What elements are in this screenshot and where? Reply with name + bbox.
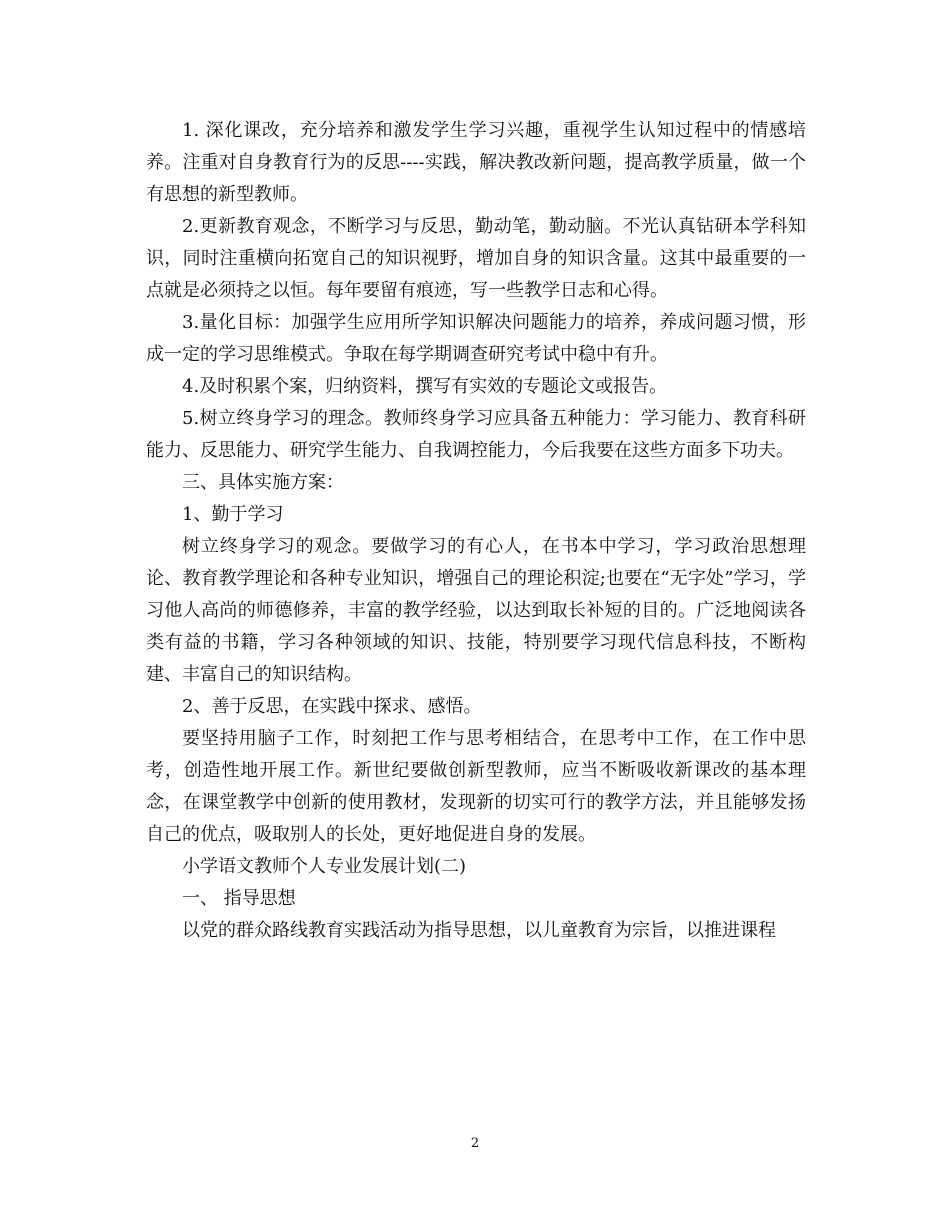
paragraph-study: 树立终身学习的观念。要做学习的有心人，在书本中学习，学习政治思想理论、教育教学理论和各种专业知识，增强自己的理论积淀;也要在“无字处”学习，学习他人高尚的师德修养，丰富的教学经验，以达到取长补短的目的。广泛地阅读各类有益的书籍，学习各种领域的知识、技能，特别要学习现代信息科技，不断构建、丰富自己的知识结构。: [146, 536, 806, 685]
page-number: 2: [470, 1136, 480, 1151]
document-body: [146, 115, 806, 947]
section-heading-implementation: 三、具体实施方案：: [182, 472, 344, 493]
paragraph-reflect: 要坚持用脑子工作，时刻把工作与思考相结合，在思考中工作，在工作中思考，创造性地开展工作。新世纪要做创新型教师，应当不断吸收新课改的基本理念，在课堂教学中创新的使用教材，发现新的切实可行的教学方法，并且能够发扬自己的优点，吸取别人的长处，更好地促进自身的发展。: [146, 728, 806, 845]
subheading-study: 1、勤于学习: [182, 504, 284, 525]
paragraph-guiding-thought: 以党的群众路线教育实践活动为指导思想，以儿童教育为宗旨，以推进课程: [182, 920, 776, 941]
document-subtitle-part-two: 小学语文教师个人专业发展计划(二): [182, 856, 467, 877]
paragraph-goal-5: 5.树立终身学习的理念。教师终身学习应具备五种能力：学习能力、教育科研能力、反思能力、研究学生能力、自我调控能力，今后我要在这些方面多下功夫。: [146, 408, 806, 461]
paragraph-goal-3: 3.量化目标：加强学生应用所学知识解决问题能力的培养，养成问题习惯，形成一定的学习思维模式。争取在每学期调查研究考试中稳中有升。: [146, 312, 806, 365]
paragraph-goal-1: 1. 深化课改，充分培养和激发学生学习兴趣，重视学生认知过程中的情感培养。注重对自身教育行为的反思----实践，解决教改新问题，提高教学质量，做一个有思想的新型教师。: [146, 120, 806, 205]
subheading-reflect: 2、善于反思，在实践中探求、感悟。: [182, 696, 482, 717]
paragraph-goal-4: 4.及时积累个案，归纳资料，撰写有实效的专题论文或报告。: [182, 376, 668, 397]
section-heading-guiding-thought: 一、 指导思想: [182, 888, 296, 909]
paragraph-goal-2: 2.更新教育观念，不断学习与反思，勤动笔，勤动脑。不光认真钻研本学科知识，同时注重横向拓宽自己的知识视野，增加自身的知识含量。这其中最重要的一点就是必须持之以恒。每年要留有痕迹，写一些教学日志和心得。: [146, 216, 806, 301]
